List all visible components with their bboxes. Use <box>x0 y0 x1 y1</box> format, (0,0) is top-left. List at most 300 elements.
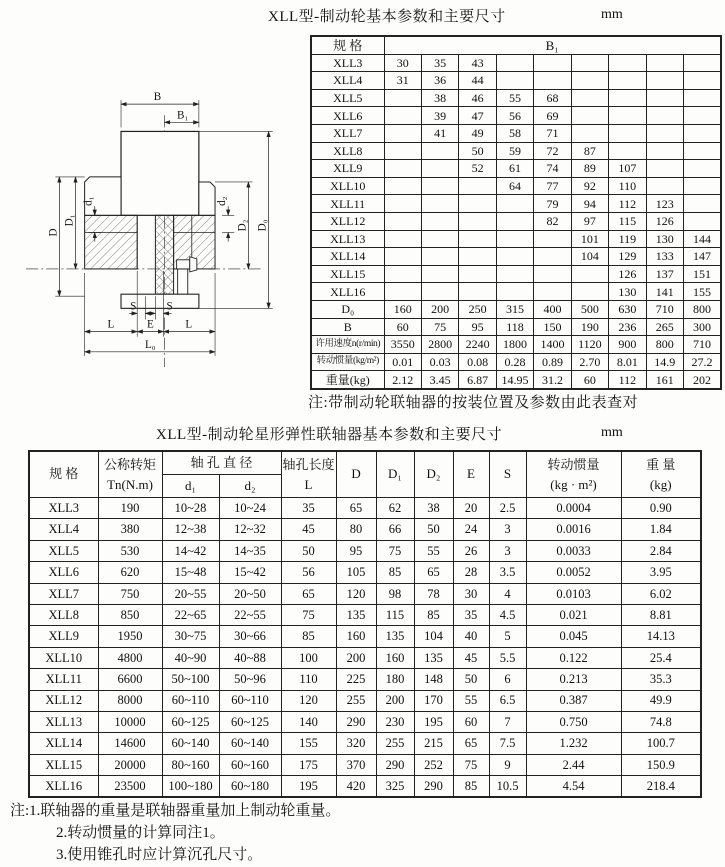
cell-value: 49 <box>459 124 496 142</box>
row-label: D₀ <box>311 300 384 318</box>
header-bore-length-line2: L <box>304 476 313 492</box>
cell-value <box>571 89 608 107</box>
cell-value: 130 <box>609 283 646 301</box>
cell-value: 0.08 <box>459 353 496 371</box>
table-row <box>29 626 701 647</box>
table-row <box>29 690 701 711</box>
cell-value: 0.0004 <box>526 498 621 519</box>
cell-value: 66 <box>376 519 414 540</box>
row-label: XLL3 <box>29 498 98 519</box>
cell-value: 85 <box>414 604 453 625</box>
dim-label-B1: B₁ <box>177 109 189 122</box>
cell-value: 12~38 <box>162 519 219 540</box>
cell-value: 4.5 <box>489 604 526 625</box>
cell-value <box>496 248 533 266</box>
cell-value: 7.5 <box>489 733 526 754</box>
cell-value: 95 <box>459 318 496 336</box>
row-label: XLL5 <box>29 540 98 561</box>
table-row <box>29 604 701 625</box>
table-row <box>311 212 721 230</box>
row-label: XLL4 <box>311 72 384 90</box>
cell-value: 150.9 <box>621 754 701 775</box>
cell-value: 4.54 <box>526 776 621 798</box>
footnotes <box>10 800 340 866</box>
cell-value <box>684 160 722 178</box>
table-row <box>29 583 701 604</box>
dim-label-S-left: S <box>130 300 137 313</box>
cell-value <box>534 248 571 266</box>
cell-value <box>571 107 608 125</box>
cell-value: 3.5 <box>489 562 526 583</box>
cell-value: 41 <box>421 124 458 142</box>
cell-value: 89 <box>571 160 608 178</box>
cell-value: 74 <box>534 160 571 178</box>
cell-value: 20~50 <box>219 583 281 604</box>
row-label: XLL7 <box>29 583 98 604</box>
cell-value <box>384 283 421 301</box>
header-S: S <box>489 451 526 498</box>
table1-header-row <box>311 36 721 54</box>
cell-value: 130 <box>646 230 683 248</box>
cell-value: 2240 <box>459 336 496 354</box>
cell-value <box>384 124 421 142</box>
table-row <box>29 540 701 561</box>
cell-value: 140 <box>281 711 336 732</box>
cell-value <box>684 107 722 125</box>
header-inertia-line1: 转动惯量 <box>547 456 600 472</box>
cell-value: 100.7 <box>621 733 701 754</box>
dim-label-L-left: L <box>107 318 115 331</box>
cell-value <box>684 177 722 195</box>
cell-value: 252 <box>414 754 453 775</box>
cell-value: 148 <box>414 669 453 690</box>
cell-value: 14~35 <box>219 540 281 561</box>
cell-value: 10~28 <box>162 498 219 519</box>
cell-value <box>609 54 646 72</box>
row-label: XLL9 <box>311 160 384 178</box>
cell-value: 40~90 <box>162 647 219 668</box>
cell-value: 161 <box>646 371 683 389</box>
cell-value <box>496 265 533 283</box>
cell-value: 60~110 <box>162 690 219 711</box>
table-row <box>29 498 701 519</box>
cell-value: 20 <box>453 498 489 519</box>
cell-value: 2.44 <box>526 754 621 775</box>
cell-value: 59 <box>496 142 533 160</box>
cell-value <box>421 160 458 178</box>
cell-value: 50~100 <box>162 669 219 690</box>
cell-value: 530 <box>98 540 162 561</box>
row-label: XLL4 <box>29 519 98 540</box>
cell-value: 62 <box>376 498 414 519</box>
bolt-nut <box>190 257 197 272</box>
cell-value: 370 <box>336 754 376 775</box>
cell-value: 236 <box>609 318 646 336</box>
cell-value <box>609 107 646 125</box>
cell-value: 100~180 <box>162 776 219 798</box>
cell-value: 3550 <box>384 336 421 354</box>
cell-value: 141 <box>646 283 683 301</box>
cell-value <box>571 283 608 301</box>
cell-value <box>459 177 496 195</box>
cell-value: 50~96 <box>219 669 281 690</box>
dim-label-L0: L₀ <box>145 338 156 351</box>
cell-value <box>384 195 421 213</box>
cell-value: 6600 <box>98 669 162 690</box>
table-row <box>311 107 721 125</box>
cell-value: 14600 <box>98 733 162 754</box>
cell-value <box>496 283 533 301</box>
cell-value: 10000 <box>98 711 162 732</box>
cell-value: 14.95 <box>496 371 533 389</box>
cell-value: 82 <box>534 212 571 230</box>
cell-value: 325 <box>376 776 414 798</box>
cell-value: 710 <box>646 300 683 318</box>
cell-value: 55 <box>496 89 533 107</box>
cell-value: 155 <box>281 733 336 754</box>
cell-value: 3.45 <box>421 371 458 389</box>
table-row <box>311 54 721 72</box>
cell-value: 75 <box>281 604 336 625</box>
cell-value: 120 <box>336 583 376 604</box>
cell-value: 1120 <box>571 336 608 354</box>
cell-value <box>496 212 533 230</box>
cell-value: 104 <box>414 626 453 647</box>
cell-value: 31.2 <box>534 371 571 389</box>
cell-value: 0.045 <box>526 626 621 647</box>
cell-value: 137 <box>646 265 683 283</box>
table-row <box>311 89 721 107</box>
row-label: XLL8 <box>311 142 384 160</box>
cell-value: 105 <box>336 562 376 583</box>
header-D1: D₁ <box>376 451 414 498</box>
cell-value: 230 <box>376 711 414 732</box>
table-row <box>29 754 701 775</box>
footnote-3: 3.使用锥孔时应计算沉孔尺寸。 <box>56 847 263 863</box>
cell-value: 69 <box>534 107 571 125</box>
cell-value: 151 <box>684 265 722 283</box>
dim-label-d2: d₂ <box>216 196 229 206</box>
cell-value: 115 <box>376 604 414 625</box>
elastic-star-element-crosshatch <box>155 215 173 294</box>
cell-value: 85 <box>453 776 489 798</box>
header-D2: D₂ <box>414 451 453 498</box>
cell-value: 28 <box>453 562 489 583</box>
cell-value: 27.2 <box>684 353 722 371</box>
cell-value: 126 <box>646 212 683 230</box>
cell-value: 4800 <box>98 647 162 668</box>
cell-value <box>684 72 722 90</box>
cell-value: 60~160 <box>219 754 281 775</box>
cell-value: 225 <box>336 669 376 690</box>
cell-value <box>646 89 683 107</box>
cell-value: 0.021 <box>526 604 621 625</box>
cell-value: 0.0033 <box>526 540 621 561</box>
table2-header-row1 <box>29 451 701 475</box>
cell-value: 30 <box>384 54 421 72</box>
cell-value <box>646 54 683 72</box>
cell-value: 45 <box>453 647 489 668</box>
cell-value: 45 <box>281 519 336 540</box>
cell-value <box>496 54 533 72</box>
cell-value: 10~24 <box>219 498 281 519</box>
cell-value: 2800 <box>421 336 458 354</box>
cell-value: 6 <box>489 669 526 690</box>
cell-value: 85 <box>376 562 414 583</box>
cell-value: 46 <box>459 89 496 107</box>
cell-value: 112 <box>609 371 646 389</box>
cell-value: 112 <box>609 195 646 213</box>
cell-value: 3.95 <box>621 562 701 583</box>
cell-value: 150 <box>534 318 571 336</box>
cell-value <box>534 283 571 301</box>
cell-value <box>646 142 683 160</box>
table-row <box>29 711 701 732</box>
cell-value: 3 <box>489 540 526 561</box>
cell-value: 24 <box>453 519 489 540</box>
header-weight <box>621 451 701 498</box>
table2-unit: mm <box>601 425 623 440</box>
cell-value: 40~88 <box>219 647 281 668</box>
cell-value: 92 <box>571 177 608 195</box>
cell-value: 44 <box>459 72 496 90</box>
table-row <box>311 283 721 301</box>
cell-value: 110 <box>609 177 646 195</box>
cell-value: 95 <box>336 540 376 561</box>
dim-label-B: B <box>153 91 162 104</box>
coupling-section-drawing <box>26 58 304 403</box>
cell-value: 50 <box>414 519 453 540</box>
cell-value: 290 <box>376 754 414 775</box>
row-label: XLL11 <box>29 669 98 690</box>
cell-value <box>384 177 421 195</box>
table1-note: 注:带制动轮联轴器的按装位置及参数由此表查对 <box>308 395 639 411</box>
cell-value <box>421 212 458 230</box>
cell-value: 180 <box>376 669 414 690</box>
cell-value: 49.9 <box>621 690 701 711</box>
cell-value <box>646 160 683 178</box>
cell-value: 60 <box>384 318 421 336</box>
cell-value <box>609 142 646 160</box>
cell-value: 15~42 <box>219 562 281 583</box>
cell-value: 64 <box>496 177 533 195</box>
header-E: E <box>453 451 489 498</box>
cell-value: 80~160 <box>162 754 219 775</box>
cell-value: 40 <box>453 626 489 647</box>
dim-label-D0: D₀ <box>256 219 269 232</box>
cell-value: 265 <box>646 318 683 336</box>
cell-value: 155 <box>684 283 722 301</box>
coupling-params-table <box>28 450 702 798</box>
cell-value: 255 <box>336 690 376 711</box>
row-label: XLL15 <box>311 265 384 283</box>
table1-title: XLL型-制动轮基本参数和主要尺寸 <box>268 9 506 25</box>
cell-value: 80 <box>336 519 376 540</box>
table-row <box>311 300 721 318</box>
cell-value <box>384 142 421 160</box>
header-torque <box>98 451 162 498</box>
dim-label-S-right: S <box>166 300 173 313</box>
cell-value: 56 <box>496 107 533 125</box>
cell-value: 250 <box>459 300 496 318</box>
dim-label-E: E <box>146 318 154 331</box>
cell-value <box>384 107 421 125</box>
table-row <box>311 336 721 354</box>
cell-value: 43 <box>459 54 496 72</box>
cell-value: 118 <box>496 318 533 336</box>
cell-value <box>534 54 571 72</box>
cell-value: 0.122 <box>526 647 621 668</box>
cell-value: 35 <box>453 604 489 625</box>
table-row <box>311 72 721 90</box>
cell-value: 75 <box>453 754 489 775</box>
cell-value: 255 <box>376 733 414 754</box>
header-spec: 规 格 <box>29 451 98 498</box>
cell-value: 1950 <box>98 626 162 647</box>
cell-value: 30~66 <box>219 626 281 647</box>
cell-value: 14~42 <box>162 540 219 561</box>
cell-value: 160 <box>384 300 421 318</box>
row-label: XLL6 <box>311 107 384 125</box>
cell-value <box>421 177 458 195</box>
table-row <box>311 160 721 178</box>
cell-value: 8000 <box>98 690 162 711</box>
cell-value <box>384 248 421 266</box>
table-row <box>29 776 701 798</box>
cell-value <box>496 230 533 248</box>
cell-value <box>384 212 421 230</box>
header-weight-line2: (kg) <box>649 476 672 492</box>
table-row <box>29 647 701 668</box>
cell-value: 75 <box>376 540 414 561</box>
cell-value: 126 <box>609 265 646 283</box>
row-label: XLL16 <box>29 776 98 798</box>
row-label: XLL14 <box>29 733 98 754</box>
table1-header-b1: B₁ <box>384 36 721 54</box>
table-row <box>311 318 721 336</box>
cell-value <box>421 265 458 283</box>
row-label: 转动惯量(kg/m²) <box>311 353 384 371</box>
table-row <box>311 177 721 195</box>
cell-value: 0.03 <box>421 353 458 371</box>
cell-value: 135 <box>336 604 376 625</box>
cell-value: 215 <box>414 733 453 754</box>
table-row <box>29 669 701 690</box>
cell-value: 104 <box>571 248 608 266</box>
table1-header-spec: 规 格 <box>311 36 384 54</box>
cell-value <box>421 195 458 213</box>
cell-value: 120 <box>281 690 336 711</box>
row-label: XLL8 <box>29 604 98 625</box>
cell-value: 23500 <box>98 776 162 798</box>
cell-value: 400 <box>534 300 571 318</box>
cell-value <box>384 160 421 178</box>
row-label: XLL13 <box>29 711 98 732</box>
cell-value <box>421 283 458 301</box>
cell-value: 52 <box>459 160 496 178</box>
brake-drum <box>121 131 199 215</box>
table1-unit: mm <box>601 7 623 22</box>
cell-value <box>459 212 496 230</box>
cell-value: 0.0052 <box>526 562 621 583</box>
cell-value: 60 <box>571 371 608 389</box>
left-hub-flange-section <box>85 215 138 269</box>
cell-value: 30~75 <box>162 626 219 647</box>
table-row <box>311 353 721 371</box>
cell-value: 68 <box>534 89 571 107</box>
cell-value: 12~32 <box>219 519 281 540</box>
row-label: XLL7 <box>311 124 384 142</box>
table-row <box>311 195 721 213</box>
cell-value: 20000 <box>98 754 162 775</box>
row-label: XLL13 <box>311 230 384 248</box>
cell-value: 60~125 <box>162 711 219 732</box>
dim-label-d1: d₁ <box>82 196 95 206</box>
header-D: D <box>336 451 376 498</box>
cell-value: 14.9 <box>646 353 683 371</box>
row-label: XLL10 <box>29 647 98 668</box>
cell-value: 8.81 <box>621 604 701 625</box>
header-d1: d₁ <box>162 475 219 498</box>
cell-value: 58 <box>496 124 533 142</box>
row-label: XLL5 <box>311 89 384 107</box>
table-row <box>311 142 721 160</box>
cell-value: 60 <box>453 711 489 732</box>
cell-value: 94 <box>571 195 608 213</box>
cell-value <box>609 72 646 90</box>
cell-value: 50 <box>281 540 336 561</box>
header-weight-line1: 重 量 <box>646 456 676 472</box>
cell-value: 60~125 <box>219 711 281 732</box>
table-row <box>29 519 701 540</box>
table-row <box>29 562 701 583</box>
cell-value: 380 <box>98 519 162 540</box>
cell-value: 7 <box>489 711 526 732</box>
cell-value: 47 <box>459 107 496 125</box>
drawing-svg <box>26 58 304 403</box>
cell-value: 710 <box>684 336 722 354</box>
header-inertia <box>526 451 621 498</box>
cell-value <box>646 72 683 90</box>
brake-wheel-params-table <box>310 35 722 390</box>
row-label: XLL9 <box>29 626 98 647</box>
cell-value: 101 <box>571 230 608 248</box>
row-label: XLL11 <box>311 195 384 213</box>
cell-value: 55 <box>453 690 489 711</box>
cell-value <box>571 54 608 72</box>
cell-value: 175 <box>281 754 336 775</box>
cell-value: 0.0103 <box>526 583 621 604</box>
cell-value: 22~55 <box>219 604 281 625</box>
cell-value: 160 <box>376 647 414 668</box>
cell-value: 200 <box>421 300 458 318</box>
cell-value: 170 <box>414 690 453 711</box>
cell-value: 72 <box>534 142 571 160</box>
cell-value <box>534 72 571 90</box>
cell-value: 10.5 <box>489 776 526 798</box>
cell-value <box>571 124 608 142</box>
cell-value: 0.90 <box>621 498 701 519</box>
cell-value: 1.84 <box>621 519 701 540</box>
cell-value: 110 <box>281 669 336 690</box>
row-label: 许用速度n(r/min) <box>311 336 384 354</box>
cell-value: 160 <box>336 626 376 647</box>
cell-value: 115 <box>609 212 646 230</box>
cell-value: 20~55 <box>162 583 219 604</box>
cell-value: 1800 <box>496 336 533 354</box>
table-row <box>311 230 721 248</box>
cell-value: 60~140 <box>162 733 219 754</box>
